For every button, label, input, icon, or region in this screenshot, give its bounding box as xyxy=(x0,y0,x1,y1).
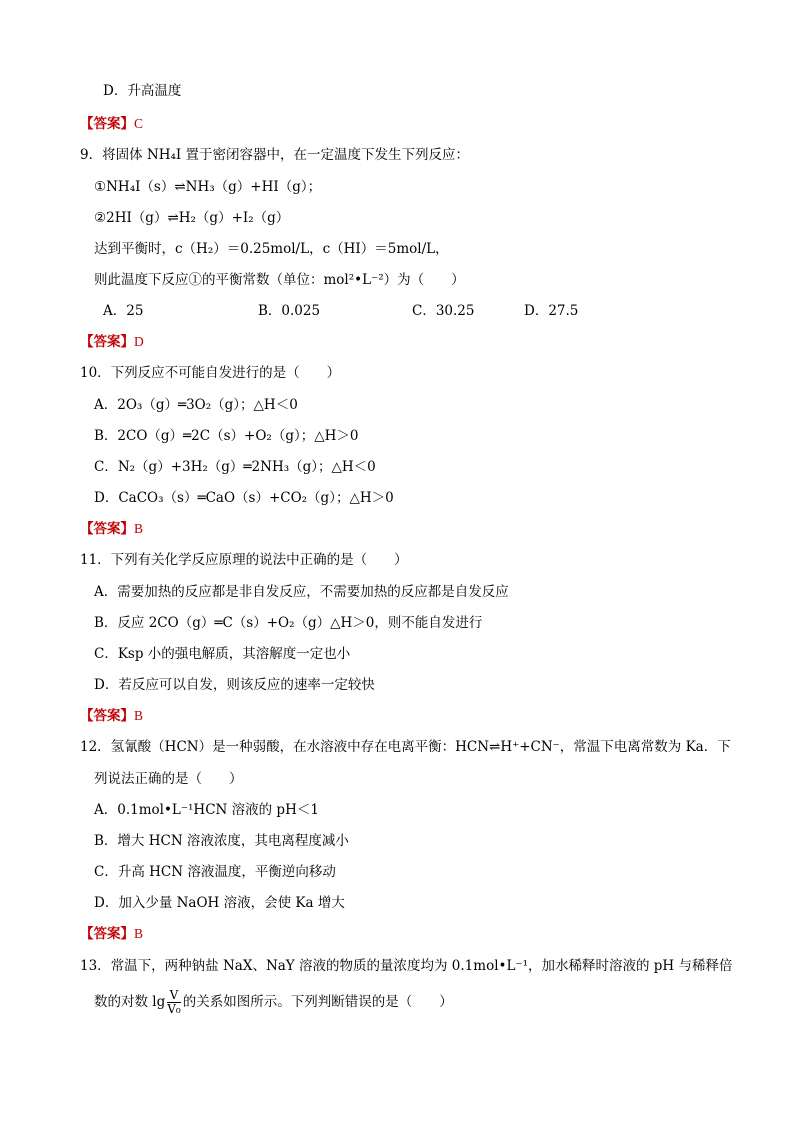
q10-option-b: B．2CO（g）═2C（s）+O₂（g）；△H＞0 xyxy=(94,428,359,444)
q12-option-b: B．增大 HCN 溶液浓度，其电离程度减小 xyxy=(94,833,349,849)
q13-stem: 13．常温下，两种钠盐 NaX、NaY 溶液的物质的量浓度均为 0.1mol•L⁻¹，加水稀释时溶液的 pH 与稀释倍 xyxy=(80,958,733,974)
q12-option-a: A．0.1mol•L⁻¹HCN 溶液的 pH＜1 xyxy=(94,802,319,818)
q10-option-d: D．CaCO₃（s）═CaO（s）+CO₂（g）；△H＞0 xyxy=(94,490,394,506)
q10-stem: 10．下列反应不可能自发进行的是（ ） xyxy=(80,365,341,381)
q13-fraction: $\frac{V}{\text{V₀}}$ xyxy=(167,988,181,1016)
q12-stem-cont: 列说法正确的是（ ） xyxy=(94,771,243,787)
answer-11: 【答案】B xyxy=(80,708,144,724)
q10-option-a: A．2O₃（g）═3O₂（g）；△H＜0 xyxy=(94,397,298,413)
q13-text-post: 的关系如图所示。下列判断错误的是（ ） xyxy=(182,994,453,1010)
q12-option-c: C．升高 HCN 溶液温度，平衡逆向移动 xyxy=(94,864,336,880)
q11-option-a: A．需要加热的反应都是非自发反应，不需要加热的反应都是自发反应 xyxy=(94,584,509,600)
q12-option-d: D．加入少量 NaOH 溶液，会使 Ka 增大 xyxy=(94,895,345,911)
q9-option-c: C．30.25 xyxy=(412,303,475,319)
q9-condition: 达到平衡时，c（H₂）＝0.25mol/L，c（HI）＝5mol/L， xyxy=(94,241,449,257)
q9-option-b: B．0.025 xyxy=(258,303,321,319)
q9-reaction-2: ②2HI（g）⇌H₂（g）+I₂（g） xyxy=(94,210,290,226)
q13-text-pre: 数的对数 lg xyxy=(94,994,166,1010)
q11-option-c: C．Ksp 小的强电解质，其溶解度一定也小 xyxy=(94,646,351,662)
q9-reaction-1: ①NH₄I（s）⇌NH₃（g）+HI（g）； xyxy=(94,179,322,195)
answer-8: 【答案】C xyxy=(80,116,144,132)
answer-12: 【答案】B xyxy=(80,926,144,942)
q11-stem: 11．下列有关化学反应原理的说法中正确的是（ ） xyxy=(80,552,408,568)
q9-question: 则此温度下反应①的平衡常数（单位：mol²•L⁻²）为（ ） xyxy=(94,272,465,288)
q9-option-d: D．27.5 xyxy=(524,303,579,319)
q11-option-b: B．反应 2CO（g）═C（s）+O₂（g）△H＞0，则不能自发进行 xyxy=(94,615,483,631)
q12-stem: 12．氢氰酸（HCN）是一种弱酸，在水溶液中存在电离平衡：HCN⇌H⁺+CN⁻，常温下电离常数为 Ka．下 xyxy=(80,739,731,755)
q11-option-d: D．若反应可以自发，则该反应的速率一定较快 xyxy=(94,677,375,693)
q13-stem-cont xyxy=(94,988,453,1016)
answer-10: 【答案】B xyxy=(80,521,144,537)
q9-stem: 9．将固体 NH₄I 置于密闭容器中，在一定温度下发生下列反应： xyxy=(80,147,470,163)
q10-option-c: C．N₂（g）+3H₂（g）═2NH₃（g）；△H＜0 xyxy=(94,459,376,475)
q9-option-a: A．25 xyxy=(103,303,144,319)
answer-9: 【答案】D xyxy=(80,334,144,350)
q8-option-d: D．升高温度 xyxy=(103,83,182,99)
